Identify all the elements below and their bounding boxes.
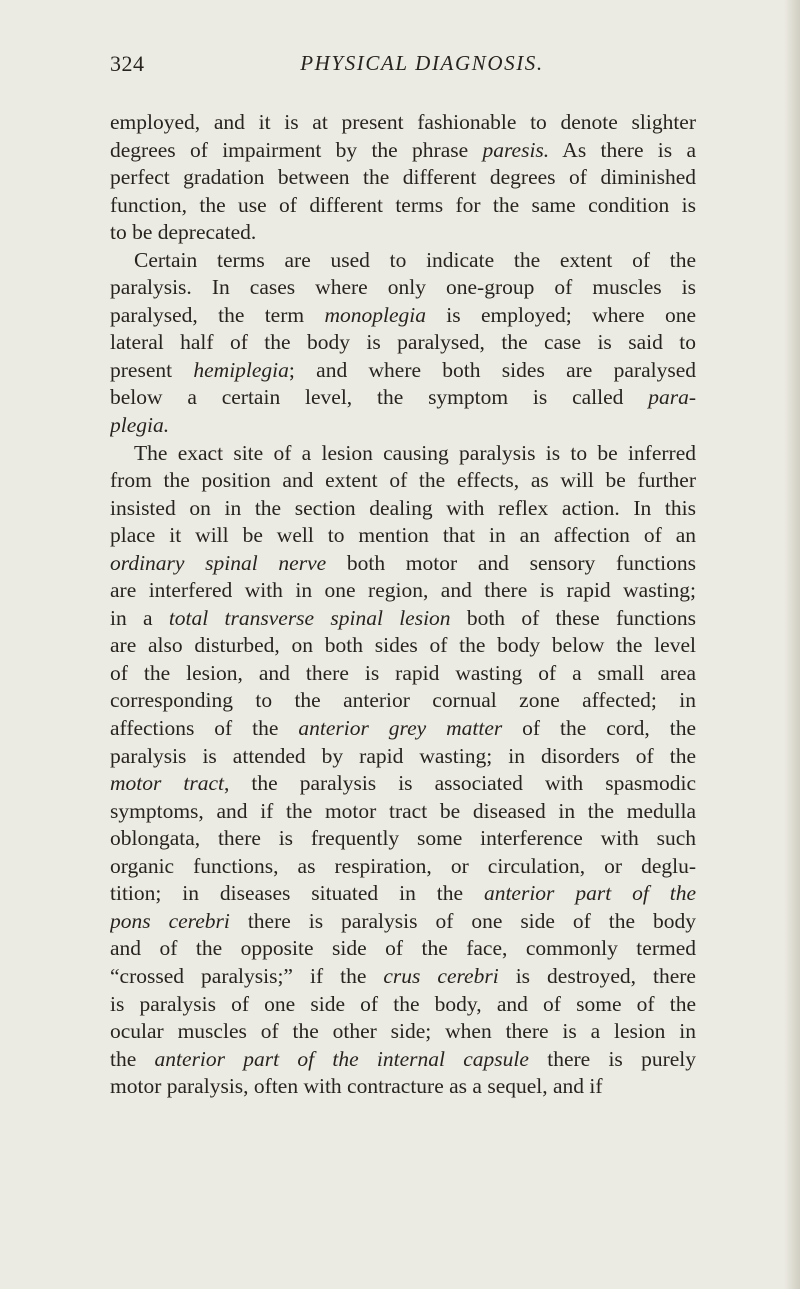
text-run: organic functions, as respiration, or circulation, or deglu-: [110, 853, 696, 878]
italic-term: monoplegia: [324, 302, 426, 327]
text-line: [110, 274, 696, 302]
text-run: both of these functions: [450, 605, 696, 630]
text-run: employed, and it is at present fashionable to denote slighter: [110, 110, 696, 134]
italic-term: anterior grey matter: [298, 716, 503, 741]
text-run: perfect gradation between the different degrees of diminished: [110, 165, 696, 190]
text-run: degrees of impairment by the phrase: [110, 137, 483, 162]
italic-term: paresis.: [482, 137, 550, 162]
text-run: place it will be well to mention that in an affection of an: [110, 523, 696, 548]
text-line: [110, 908, 696, 936]
text-line: [110, 1073, 696, 1101]
italic-term: anterior part of the internal capsule: [154, 1046, 529, 1071]
text-run: affections of the: [110, 716, 299, 741]
text-line: [110, 825, 696, 853]
text-run: from the position and extent of the effects, as will be further: [110, 468, 696, 493]
text-run: the: [110, 1046, 155, 1071]
text-run: of the cord, the: [502, 716, 696, 741]
text-run: to be deprecated.: [110, 220, 257, 245]
text-run: of the lesion, and there is rapid wasting of a small area: [110, 660, 696, 685]
text-run: is destroyed, there: [498, 963, 696, 988]
text-line: [110, 715, 696, 743]
italic-term: pons cerebri: [110, 908, 230, 933]
text-line: [110, 550, 696, 578]
text-run: ; and where both sides are paralysed: [288, 357, 696, 382]
text-line: [110, 164, 696, 192]
text-line: [110, 660, 696, 688]
text-run: both motor and sensory functions: [326, 550, 696, 575]
italic-term: crus cerebri: [383, 963, 499, 988]
text-line: [110, 743, 696, 771]
text-line: [110, 192, 696, 220]
text-run: corresponding to the anterior cornual zone affected; in: [110, 688, 696, 713]
text-run: below a certain level, the symptom is called: [110, 385, 649, 410]
italic-term: hemiplegia: [193, 357, 289, 382]
text-run: oblongata, there is frequently some interference with such: [110, 826, 696, 851]
text-line: [110, 329, 696, 357]
text-run: are also disturbed, on both sides of the body below the level: [110, 633, 696, 658]
text-line: [110, 440, 696, 468]
text-run: motor paralysis, often with contracture as a sequel, and if: [110, 1074, 603, 1099]
text-line: [110, 1018, 696, 1046]
italic-term: total transverse spinal lesion: [168, 605, 451, 630]
text-run: , the paralysis is associated with spasmodic: [224, 771, 696, 796]
text-line: [110, 357, 696, 385]
text-run: present: [110, 357, 194, 382]
text-run: function, the use of different terms for the same condition is: [110, 192, 696, 217]
text-run: are interfered with in one region, and there is rapid wasting;: [110, 578, 696, 603]
text-run: Certain terms are used to indicate the extent of the: [134, 247, 696, 272]
text-run: ocular muscles of the other side; when there is a lesion in: [110, 1019, 696, 1044]
text-run: paralysis. In cases where only one-group of muscles is: [110, 275, 696, 300]
text-line: [110, 632, 696, 660]
text-line: [110, 1046, 696, 1074]
text-line: [110, 109, 696, 137]
text-line: [110, 687, 696, 715]
text-run: lateral half of the body is paralysed, the case is said to: [110, 330, 696, 355]
text-line: [110, 770, 696, 798]
italic-term: motor tract: [110, 771, 225, 796]
text-run: The exact site of a lesion causing paralysis is to be inferred: [134, 440, 696, 465]
text-run: there is paralysis of one side of the body: [229, 908, 696, 933]
text-run: symptoms, and if the motor tract be diseased in the medulla: [110, 798, 696, 823]
text-line: [110, 991, 696, 1019]
text-run: paralysis is attended by rapid wasting; in disorders of the: [110, 743, 696, 768]
text-run: tition; in diseases situated in the: [110, 881, 484, 906]
text-line: [110, 137, 696, 165]
text-run: and of the opposite side of the face, commonly termed: [110, 936, 696, 961]
text-run: paralysed, the term: [110, 302, 325, 327]
text-run: is paralysis of one side of the body, and of some of the: [110, 991, 696, 1016]
text-line: [110, 384, 696, 412]
italic-term: para-: [648, 385, 696, 410]
text-line: [110, 798, 696, 826]
text-run: is employed; where one: [425, 302, 696, 327]
text-line: [110, 247, 696, 275]
text-run: in a: [110, 605, 169, 630]
page-number: 324: [110, 51, 145, 76]
text-line: [110, 880, 696, 908]
text-line: [110, 467, 696, 495]
text-run: there is purely: [528, 1046, 696, 1071]
text-run: insisted on in the section dealing with reflex action. In this: [110, 495, 696, 520]
text-line: [110, 412, 696, 440]
text-run: “crossed paralysis;” if the: [110, 963, 384, 988]
text-line: [110, 302, 696, 330]
text-line: [110, 495, 696, 523]
text-line: [110, 577, 696, 605]
text-line: [110, 963, 696, 991]
italic-term: ordinary spinal nerve: [110, 550, 327, 575]
running-title: PHYSICAL DIAGNOSIS.: [300, 51, 544, 75]
text-line: [110, 605, 696, 633]
text-line: [110, 935, 696, 963]
running-head: [110, 51, 696, 81]
text-line: [110, 522, 696, 550]
italic-term: plegia.: [110, 413, 170, 438]
text-line: [110, 853, 696, 881]
page-edge-shadow: [784, 0, 800, 1289]
italic-term: anterior part of the: [483, 881, 696, 906]
text-line: [110, 219, 696, 247]
body-text: [110, 109, 696, 1101]
text-run: As there is a: [549, 137, 696, 162]
